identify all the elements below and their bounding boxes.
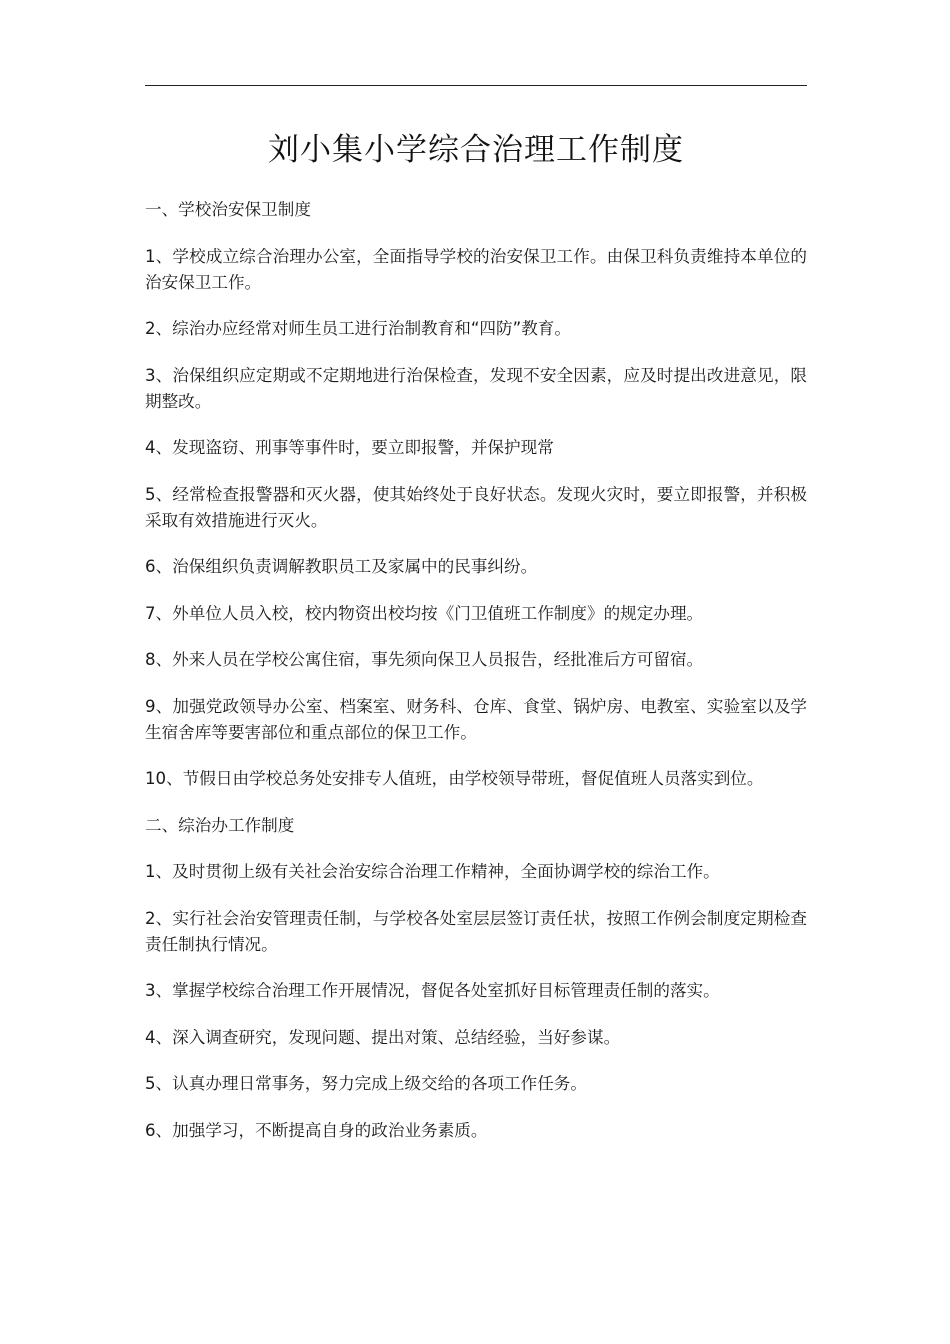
document-title: 刘小集小学综合治理工作制度 — [268, 132, 684, 168]
list-item: 6、治保组织负责调解教职员工及家属中的民事纠纷。 — [145, 557, 538, 576]
list-item: 4、发现盗窃、刑事等事件时，要立即报警，并保护现常 — [145, 438, 554, 457]
list-item: 9、加强党政领导办公室、档案室、财务科、仓库、食堂、锅炉房、电教室、实验室以及学生宿舍库等要害部位和重点部位的保卫工作。 — [145, 696, 807, 742]
section-heading: 二、综治办工作制度 — [145, 815, 295, 835]
list-item: 1、学校成立综合治理办公室，全面指导学校的治安保卫工作。由保卫科负责维持本单位的治安保卫工作。 — [145, 246, 807, 292]
list-item: 5、认真办理日常事务，努力完成上级交给的各项工作任务。 — [145, 1074, 587, 1093]
list-item: 5、经常检查报警器和灭火器，使其始终处于良好状态。发现火灾时，要立即报警，并积极采取有效措施进行灭火。 — [145, 484, 807, 530]
list-item: 2、实行社会治安管理责任制，与学校各处室层层签订责任状，按照工作例会制度定期检查责任制执行情况。 — [145, 908, 807, 954]
list-item: 4、深入调查研究，发现问题、提出对策、总结经验，当好参谋。 — [145, 1027, 621, 1047]
list-item: 2、综治办应经常对师生员工进行治制教育和“四防”教育。 — [145, 319, 571, 338]
list-item: 10、节假日由学校总务处安排专人值班，由学校领导带班，督促值班人员落实到位。 — [145, 769, 764, 788]
list-item: 1、及时贯彻上级有关社会治安综合治理工作精神，全面协调学校的综治工作。 — [145, 862, 720, 881]
document-body — [145, 197, 807, 1164]
list-item: 7、外单位人员入校，校内物资出校均按《门卫值班工作制度》的规定办理。 — [145, 603, 704, 623]
section-heading: 一、学校治安保卫制度 — [145, 200, 311, 219]
list-item: 6、加强学习，不断提高自身的政治业务素质。 — [145, 1120, 488, 1140]
header-rule — [145, 85, 807, 86]
list-item: 3、掌握学校综合治理工作开展情况，督促各处室抓好目标管理责任制的落实。 — [145, 981, 720, 1000]
list-item: 8、外来人员在学校公寓住宿，事先须向保卫人员报告，经批准后方可留宿。 — [145, 650, 704, 669]
list-item: 3、治保组织应定期或不定期地进行治保检查，发现不安全因素，应及时提出改进意见，限期整改。 — [145, 365, 807, 411]
